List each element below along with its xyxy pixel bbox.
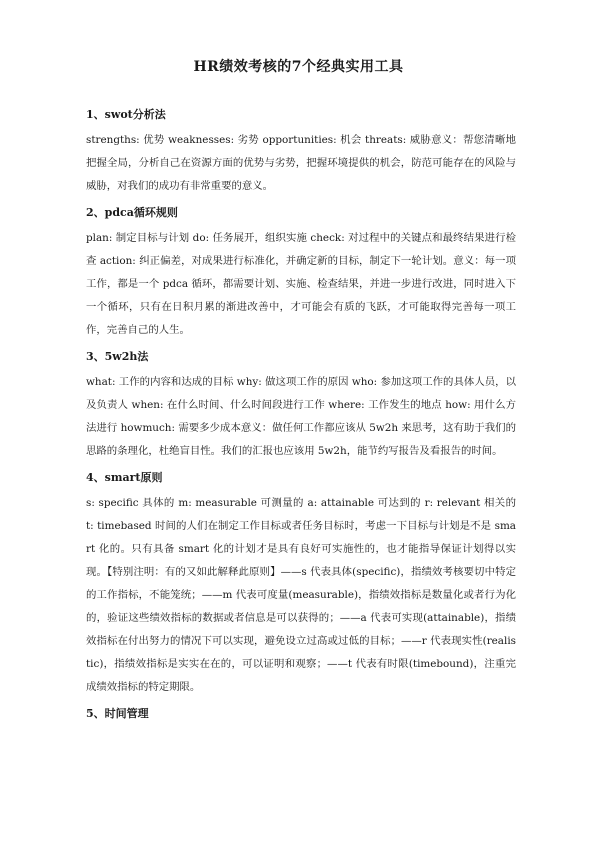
document-body <box>86 104 516 728</box>
section-paragraph: s: specific 具体的 m: measurable 可测量的 a: attainable 可达到的 r: relevant 相关的 t: timebased 时间的人们在制定工作目标或者任务目标时，考虑一下目标与计划是不是 smart 化的。只有具备 smart 化的计划才是具有良好可实施性的，也才能指导保证计划得以实现。【特别注明：有的又如此解释此原则】——s 代表具体(specific)，指绩效考核要切中特定的工作指标，不能笼统；——m 代表可度量(measurable)，指绩效指标是数量化或者行为化的，验证这些绩效指标的数据或者信息是可以获得的；——a 代表可实现(attainable)，指绩效指标在付出努力的情况下可以实现，避免设立过高或过低的目标；——r 代表现实性(realistic)，指绩效指标是实实在在的，可以证明和观察；——t 代表有时限(timebound)，注重完成绩效指标的特定期限。 <box>86 497 516 693</box>
section-pdca <box>86 202 516 342</box>
section-paragraph: strengths: 优势 weaknesses: 劣势 opportunities: 机会 threats: 威胁意义：帮您清晰地把握全局，分析自己在资源方面的优势与劣势，把握环境提供的机会，防范可能存在的风险与威胁，对我们的成功有非常重要的意义。 <box>86 134 516 192</box>
section-heading: 1、swot分析法 <box>86 108 166 121</box>
section-5w2h <box>86 346 516 463</box>
section-heading: 2、pdca循环规则 <box>86 206 178 219</box>
section-paragraph: plan: 制定目标与计划 do: 任务展开，组织实施 check: 对过程中的关键点和最终结果进行检查 action: 纠正偏差，对成果进行标准化，并确定新的目标，制定下一轮计划。意义：每一项工作，都是一个 pdca 循环，都需要计划、实施、检查结果，并进一步进行改进，同时进入下一个循环，只有在日积月累的渐进改善中，才可能会有质的飞跃，才可能取得完善每一项工作，完善自己的人生。 <box>86 232 516 336</box>
section-swot <box>86 104 516 198</box>
section-heading: 5、时间管理 <box>86 707 149 720</box>
section-paragraph: what: 工作的内容和达成的目标 why: 做这项工作的原因 who: 参加这项工作的具体人员，以及负责人 when: 在什么时间、什么时间段进行工作 where: 工作发生的地点 how: 用什么方法进行 howmuch: 需要多少成本意义：做任何工作都应该从 5w2h 来思考，这有助于我们的思路的条理化，杜绝盲目性。我们的汇报也应该用 5w2h，能节约写报告及看报告的时间。 <box>86 376 516 457</box>
section-heading: 4、smart原则 <box>86 471 163 484</box>
section-time-management <box>86 703 516 725</box>
section-smart <box>86 467 516 699</box>
document-title: HR绩效考核的7个经典实用工具 <box>193 59 404 75</box>
section-heading: 3、5w2h法 <box>86 350 149 363</box>
